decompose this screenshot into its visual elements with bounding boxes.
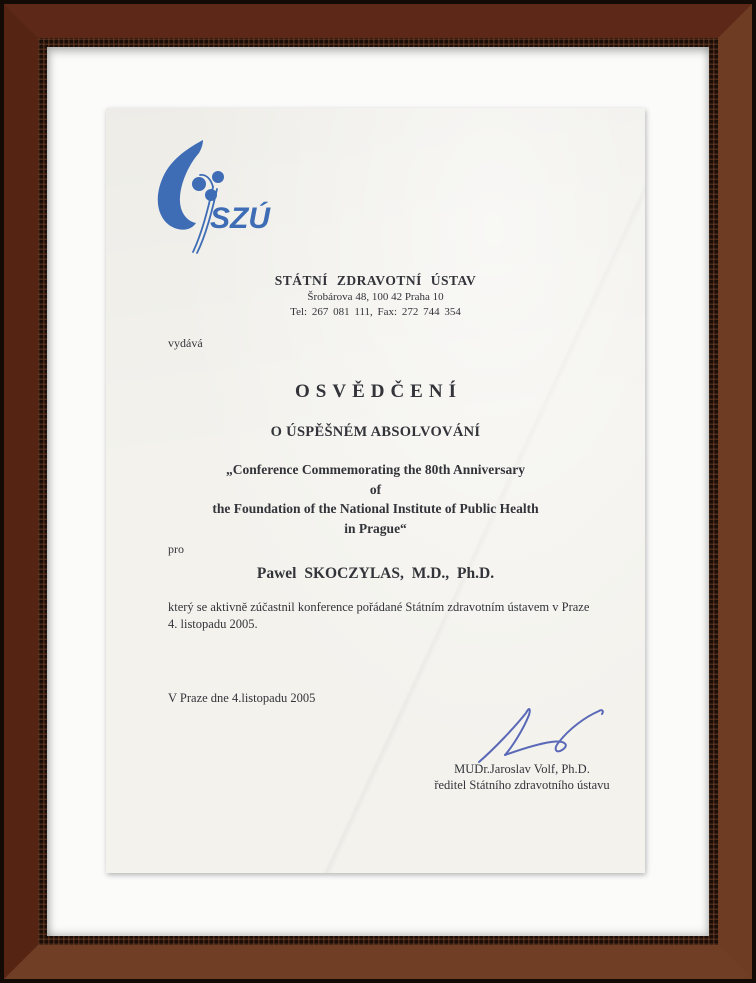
- szu-logo-text: SZÚ: [210, 202, 270, 235]
- signer-name: MUDr.Jaroslav Volf, Ph.D.: [454, 762, 590, 776]
- issues-label: vydává: [168, 336, 203, 350]
- certificate-paper: [106, 108, 645, 873]
- frame-inner-bead: [38, 38, 718, 945]
- signature-block: [394, 762, 650, 793]
- szu-logo: [156, 139, 278, 257]
- conference-title: [106, 460, 645, 538]
- signer-title: ředitel Státního zdravotního ústavu: [434, 777, 610, 792]
- certificate-subtitle: O ÚSPĚŠNÉM ABSOLVOVÁNÍ: [270, 424, 481, 440]
- letterhead: [106, 274, 645, 319]
- recipient-name: Pawel SKOCZYLAS, M.D., Ph.D.: [256, 565, 495, 582]
- frame-wood-molding: [4, 4, 752, 979]
- conference-line: in Prague“: [344, 520, 407, 536]
- signature-scribble: [458, 702, 608, 766]
- conference-line: the Foundation of the National Institute of Public Health: [212, 501, 539, 516]
- certificate-title: OSVĚDČENÍ: [295, 381, 462, 402]
- body-paragraph: [168, 599, 638, 632]
- mat-board: [47, 47, 709, 936]
- body-line: 4. listopadu 2005.: [168, 616, 258, 631]
- szu-flame-icon: [156, 139, 278, 257]
- conference-line: of: [369, 481, 382, 497]
- conference-line: „Conference Commemorating the 80th Anniversary: [226, 462, 525, 477]
- body-line: který se aktivně zúčastnil konference pořádané Státním zdravotním ústavem v Praze: [168, 600, 590, 614]
- institute-contact: Tel: 267 081 111, Fax: 272 744 354: [290, 306, 461, 318]
- institute-address: Šrobárova 48, 100 42 Praha 10: [307, 291, 444, 303]
- place-and-date: V Praze dne 4.listopadu 2005: [168, 691, 316, 705]
- for-label: pro: [168, 542, 184, 556]
- institute-name: STÁTNÍ ZDRAVOTNÍ ÚSTAV: [274, 273, 477, 288]
